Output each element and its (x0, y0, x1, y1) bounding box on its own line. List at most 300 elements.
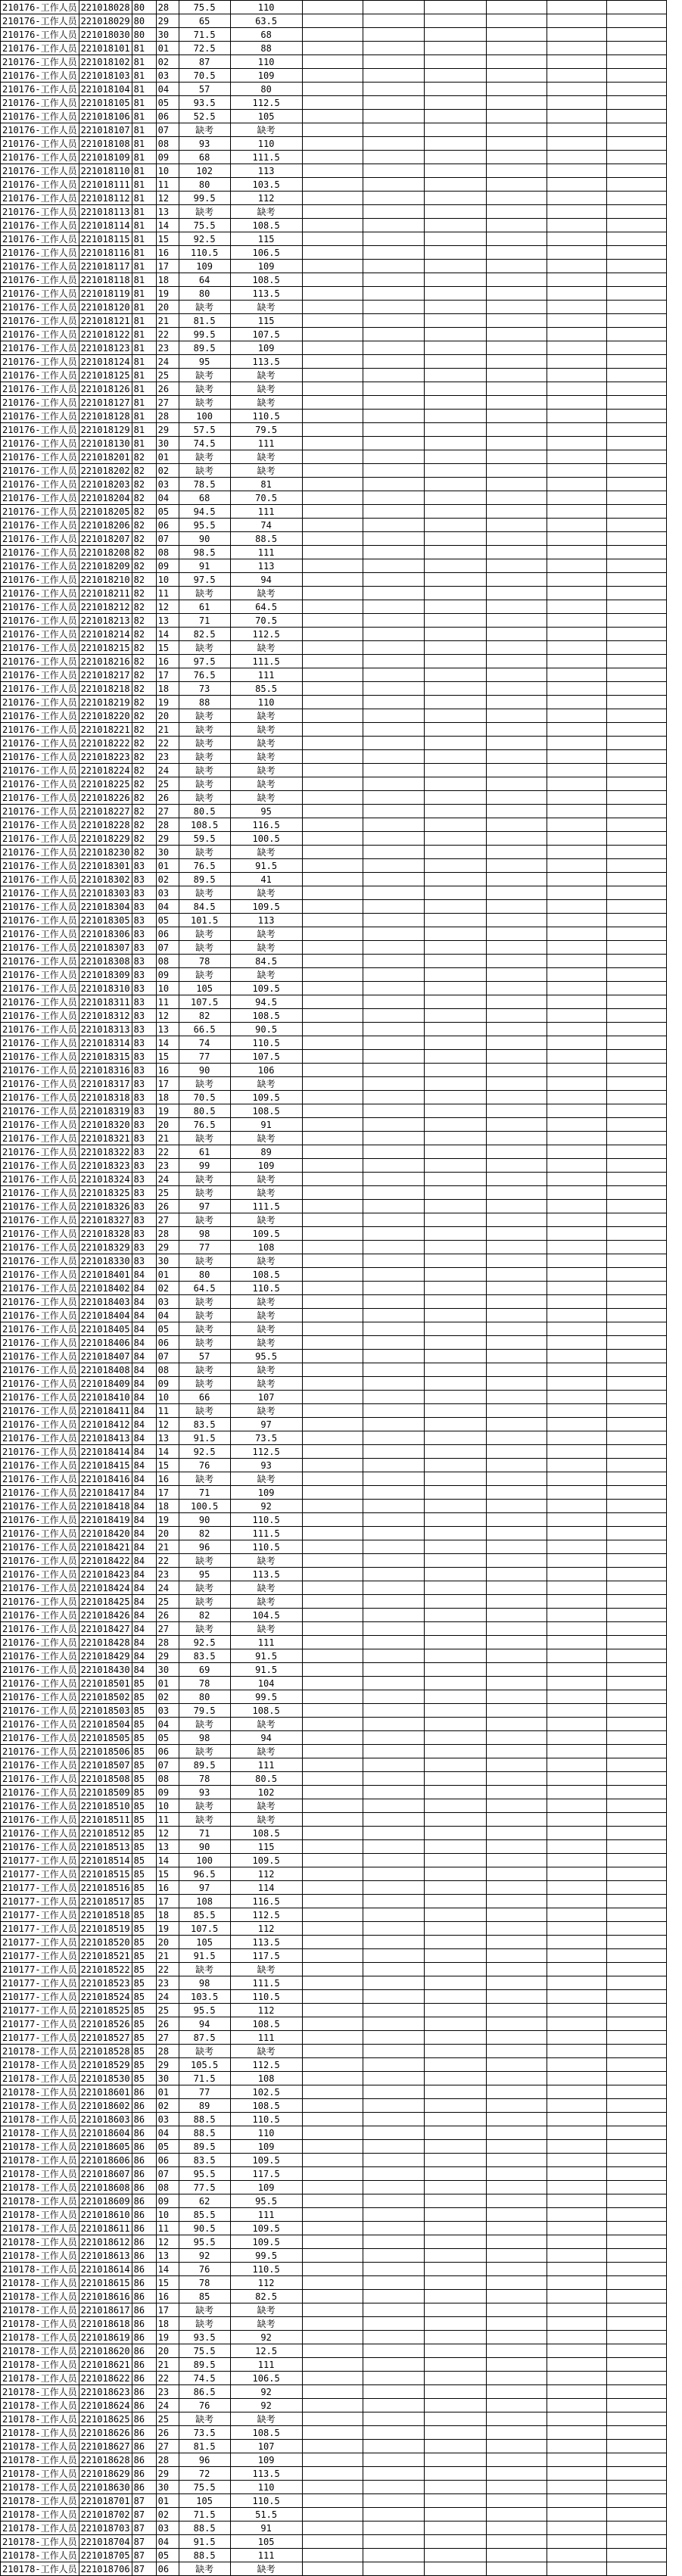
exam-id-cell: 221018211 (79, 587, 132, 600)
empty-cell (302, 328, 363, 341)
empty-cell (547, 709, 606, 723)
score-2-cell: 缺考 (230, 1813, 302, 1827)
empty-cell (363, 1336, 424, 1350)
table-row (1, 246, 667, 260)
seat-cell: 26 (156, 2426, 179, 2440)
empty-cell (606, 1241, 666, 1254)
exam-id-cell: 221018106 (79, 110, 132, 123)
unit-cell: 210178-工作人员 (1, 2440, 79, 2453)
empty-cell (424, 1745, 486, 1758)
empty-cell (363, 14, 424, 28)
empty-cell (302, 232, 363, 246)
score-2-cell: 110 (230, 137, 302, 151)
seat-cell: 01 (156, 859, 179, 873)
room-cell: 83 (132, 900, 156, 914)
empty-cell (547, 1881, 606, 1895)
empty-cell (424, 2521, 486, 2535)
empty-cell (547, 2004, 606, 2017)
unit-cell: 210176-工作人员 (1, 1595, 79, 1609)
table-row (1, 1322, 667, 1336)
table-row (1, 287, 667, 301)
score-2-cell: 108 (230, 2072, 302, 2085)
empty-cell (486, 1418, 547, 1431)
exam-id-cell: 221018124 (79, 355, 132, 369)
empty-cell (486, 491, 547, 505)
table-row (1, 2549, 667, 2562)
table-row (1, 886, 667, 900)
empty-cell (424, 1936, 486, 1949)
exam-id-cell: 221018115 (79, 232, 132, 246)
room-cell: 83 (132, 1213, 156, 1227)
seat-cell: 25 (156, 2412, 179, 2426)
empty-cell (486, 682, 547, 696)
empty-cell (424, 1118, 486, 1132)
empty-cell (486, 2004, 547, 2017)
score-1-cell: 缺考 (179, 1309, 230, 1322)
empty-cell (302, 2235, 363, 2249)
exam-id-cell: 221018613 (79, 2249, 132, 2263)
empty-cell (302, 1881, 363, 1895)
table-row (1, 1990, 667, 2004)
table-row (1, 314, 667, 328)
empty-cell (606, 1718, 666, 1731)
score-1-cell: 80.5 (179, 805, 230, 818)
empty-cell (547, 28, 606, 42)
empty-cell (424, 941, 486, 955)
unit-cell: 210178-工作人员 (1, 2494, 79, 2508)
empty-cell (424, 1649, 486, 1663)
score-2-cell: 70.5 (230, 491, 302, 505)
room-cell: 85 (132, 1799, 156, 1813)
empty-cell (363, 1186, 424, 1200)
empty-cell (606, 1677, 666, 1690)
room-cell: 85 (132, 1786, 156, 1799)
empty-cell (424, 1718, 486, 1731)
room-cell: 82 (132, 805, 156, 818)
seat-cell: 17 (156, 1895, 179, 1908)
room-cell: 82 (132, 777, 156, 791)
empty-cell (302, 2099, 363, 2113)
empty-cell (302, 410, 363, 423)
unit-cell: 210177-工作人员 (1, 1936, 79, 1949)
empty-cell (424, 777, 486, 791)
score-1-cell: 89.5 (179, 2358, 230, 2372)
seat-cell: 01 (156, 1677, 179, 1690)
score-2-cell: 92 (230, 1500, 302, 1513)
table-row (1, 355, 667, 369)
seat-cell: 25 (156, 1186, 179, 1200)
empty-cell (486, 2058, 547, 2072)
empty-cell (547, 1472, 606, 1486)
empty-cell (302, 1322, 363, 1336)
table-row (1, 2426, 667, 2440)
score-1-cell: 102 (179, 164, 230, 178)
exam-id-cell: 221018421 (79, 1540, 132, 1554)
empty-cell (486, 1350, 547, 1363)
table-row (1, 164, 667, 178)
unit-cell: 210178-工作人员 (1, 2194, 79, 2208)
room-cell: 80 (132, 1, 156, 14)
table-row (1, 1241, 667, 1254)
empty-cell (547, 1077, 606, 1091)
score-1-cell: 71.5 (179, 2508, 230, 2521)
empty-cell (424, 1227, 486, 1241)
table-row (1, 1282, 667, 1295)
seat-cell: 30 (156, 28, 179, 42)
exam-id-cell: 221018409 (79, 1377, 132, 1391)
table-row (1, 1, 667, 14)
empty-cell (486, 1622, 547, 1636)
empty-cell (363, 478, 424, 491)
unit-cell: 210178-工作人员 (1, 2481, 79, 2494)
exam-id-cell: 221018509 (79, 1786, 132, 1799)
unit-cell: 210178-工作人员 (1, 2467, 79, 2481)
seat-cell: 17 (156, 1077, 179, 1091)
room-cell: 81 (132, 55, 156, 69)
room-cell: 84 (132, 1554, 156, 1568)
empty-cell (302, 832, 363, 846)
unit-cell: 210176-工作人员 (1, 110, 79, 123)
empty-cell (363, 1009, 424, 1023)
empty-cell (547, 1282, 606, 1295)
empty-cell (424, 178, 486, 192)
table-row (1, 1949, 667, 1963)
empty-cell (363, 382, 424, 396)
empty-cell (424, 1704, 486, 1718)
empty-cell (302, 1036, 363, 1050)
score-1-cell: 缺考 (179, 123, 230, 137)
room-cell: 81 (132, 246, 156, 260)
empty-cell (424, 2181, 486, 2194)
seat-cell: 05 (156, 914, 179, 927)
empty-cell (606, 818, 666, 832)
unit-cell: 210176-工作人员 (1, 668, 79, 682)
empty-cell (363, 2085, 424, 2099)
seat-cell: 06 (156, 519, 179, 532)
score-1-cell: 缺考 (179, 2317, 230, 2331)
unit-cell: 210176-工作人员 (1, 1704, 79, 1718)
empty-cell (547, 1786, 606, 1799)
empty-cell (547, 1132, 606, 1145)
empty-cell (606, 1622, 666, 1636)
score-2-cell: 缺考 (230, 1322, 302, 1336)
exam-id-cell: 221018428 (79, 1636, 132, 1649)
room-cell: 81 (132, 437, 156, 450)
empty-cell (424, 1690, 486, 1704)
seat-cell: 27 (156, 396, 179, 410)
empty-cell (606, 886, 666, 900)
exam-id-cell: 221018224 (79, 764, 132, 777)
empty-cell (424, 164, 486, 178)
table-row (1, 260, 667, 273)
empty-cell (302, 682, 363, 696)
seat-cell: 22 (156, 1145, 179, 1159)
empty-cell (424, 2140, 486, 2154)
empty-cell (547, 2222, 606, 2235)
seat-cell: 18 (156, 1908, 179, 1922)
unit-cell: 210178-工作人员 (1, 2126, 79, 2140)
empty-cell (424, 1472, 486, 1486)
unit-cell: 210176-工作人员 (1, 1145, 79, 1159)
exam-id-cell: 221018622 (79, 2372, 132, 2385)
unit-cell: 210176-工作人员 (1, 464, 79, 478)
exam-id-cell: 221018502 (79, 1690, 132, 1704)
room-cell: 85 (132, 1922, 156, 1936)
empty-cell (424, 1486, 486, 1500)
empty-cell (302, 1309, 363, 1322)
empty-cell (486, 1091, 547, 1104)
empty-cell (547, 559, 606, 573)
empty-cell (547, 668, 606, 682)
unit-cell: 210176-工作人员 (1, 914, 79, 927)
exam-id-cell: 221018515 (79, 1867, 132, 1881)
empty-cell (486, 1322, 547, 1336)
score-1-cell: 76 (179, 1459, 230, 1472)
score-1-cell: 缺考 (179, 2412, 230, 2426)
room-cell: 83 (132, 1050, 156, 1064)
empty-cell (547, 2154, 606, 2167)
unit-cell: 210177-工作人员 (1, 1963, 79, 1976)
score-1-cell: 95.5 (179, 519, 230, 532)
seat-cell: 13 (156, 1431, 179, 1445)
empty-cell (302, 505, 363, 519)
table-row (1, 1922, 667, 1936)
empty-cell (424, 1813, 486, 1827)
empty-cell (547, 655, 606, 668)
score-1-cell: 78 (179, 955, 230, 968)
score-1-cell: 76.5 (179, 1118, 230, 1132)
empty-cell (547, 178, 606, 192)
table-row (1, 2072, 667, 2085)
empty-cell (547, 1227, 606, 1241)
empty-cell (363, 1581, 424, 1595)
seat-cell: 18 (156, 2317, 179, 2331)
seat-cell: 20 (156, 1527, 179, 1540)
score-1-cell: 92.5 (179, 232, 230, 246)
empty-cell (424, 1159, 486, 1173)
exam-id-cell: 221018207 (79, 532, 132, 546)
empty-cell (486, 2372, 547, 2385)
table-row (1, 546, 667, 559)
room-cell: 85 (132, 1908, 156, 1922)
room-cell: 83 (132, 1104, 156, 1118)
score-2-cell: 113 (230, 914, 302, 927)
exam-id-cell: 221018618 (79, 2317, 132, 2331)
empty-cell (302, 2154, 363, 2167)
empty-cell (424, 423, 486, 437)
empty-cell (302, 1663, 363, 1677)
seat-cell: 10 (156, 982, 179, 995)
seat-cell: 03 (156, 2521, 179, 2535)
exam-id-cell: 221018522 (79, 1963, 132, 1976)
score-1-cell: 87.5 (179, 2031, 230, 2045)
empty-cell (486, 1213, 547, 1227)
empty-cell (486, 764, 547, 777)
exam-id-cell: 221018129 (79, 423, 132, 437)
room-cell: 86 (132, 2399, 156, 2412)
empty-cell (424, 2072, 486, 2085)
empty-cell (547, 955, 606, 968)
empty-cell (547, 1840, 606, 1854)
score-2-cell: 74 (230, 519, 302, 532)
empty-cell (486, 341, 547, 355)
empty-cell (486, 1445, 547, 1459)
empty-cell (486, 2508, 547, 2521)
seat-cell: 25 (156, 777, 179, 791)
score-1-cell: 89.5 (179, 1758, 230, 1772)
empty-cell (424, 1840, 486, 1854)
table-row (1, 1213, 667, 1227)
empty-cell (302, 1268, 363, 1282)
score-1-cell: 105.5 (179, 2058, 230, 2072)
empty-cell (547, 1976, 606, 1990)
score-2-cell: 82.5 (230, 2290, 302, 2303)
unit-cell: 210178-工作人员 (1, 2303, 79, 2317)
empty-cell (547, 1745, 606, 1758)
exam-id-cell: 221018529 (79, 2058, 132, 2072)
empty-cell (547, 1050, 606, 1064)
empty-cell (486, 1, 547, 14)
empty-cell (302, 1936, 363, 1949)
empty-cell (363, 1459, 424, 1472)
unit-cell: 210176-工作人员 (1, 1159, 79, 1173)
empty-cell (547, 1813, 606, 1827)
room-cell: 85 (132, 2045, 156, 2058)
unit-cell: 210176-工作人员 (1, 982, 79, 995)
score-1-cell: 缺考 (179, 1132, 230, 1145)
exam-id-cell: 221018630 (79, 2481, 132, 2494)
unit-cell: 210176-工作人员 (1, 1118, 79, 1132)
empty-cell (547, 628, 606, 641)
room-cell: 80 (132, 28, 156, 42)
empty-cell (302, 886, 363, 900)
empty-cell (606, 478, 666, 491)
unit-cell: 210176-工作人员 (1, 859, 79, 873)
room-cell: 82 (132, 464, 156, 478)
empty-cell (606, 2058, 666, 2072)
unit-cell: 210176-工作人员 (1, 1663, 79, 1677)
unit-cell: 210178-工作人员 (1, 2290, 79, 2303)
empty-cell (302, 69, 363, 83)
room-cell: 86 (132, 2331, 156, 2344)
unit-cell: 210176-工作人员 (1, 1404, 79, 1418)
empty-cell (302, 2467, 363, 2481)
score-2-cell: 107 (230, 2440, 302, 2453)
score-2-cell: 缺考 (230, 709, 302, 723)
score-1-cell: 57.5 (179, 423, 230, 437)
score-1-cell: 缺考 (179, 1963, 230, 1976)
empty-cell (486, 696, 547, 709)
empty-cell (424, 1895, 486, 1908)
empty-cell (363, 737, 424, 750)
empty-cell (547, 1377, 606, 1391)
empty-cell (606, 1786, 666, 1799)
unit-cell: 210178-工作人员 (1, 2276, 79, 2290)
score-1-cell: 72.5 (179, 42, 230, 55)
empty-cell (547, 450, 606, 464)
seat-cell: 23 (156, 341, 179, 355)
empty-cell (486, 2167, 547, 2181)
score-1-cell: 64.5 (179, 1282, 230, 1295)
empty-cell (302, 914, 363, 927)
seat-cell: 12 (156, 192, 179, 205)
exam-id-cell: 221018418 (79, 1500, 132, 1513)
unit-cell: 210176-工作人员 (1, 628, 79, 641)
empty-cell (486, 55, 547, 69)
score-1-cell: 91.5 (179, 1949, 230, 1963)
score-1-cell: 100.5 (179, 1500, 230, 1513)
score-1-cell: 82.5 (179, 628, 230, 641)
empty-cell (424, 668, 486, 682)
score-1-cell: 91 (179, 559, 230, 573)
empty-cell (363, 1568, 424, 1581)
empty-cell (547, 1799, 606, 1813)
exam-id-cell: 221018127 (79, 396, 132, 410)
table-row (1, 1786, 667, 1799)
score-2-cell: 111.5 (230, 151, 302, 164)
table-row (1, 2004, 667, 2017)
empty-cell (486, 614, 547, 628)
empty-cell (606, 900, 666, 914)
empty-cell (486, 1922, 547, 1936)
score-1-cell: 73.5 (179, 2426, 230, 2440)
empty-cell (302, 805, 363, 818)
empty-cell (302, 2045, 363, 2058)
seat-cell: 06 (156, 927, 179, 941)
empty-cell (486, 1227, 547, 1241)
empty-cell (547, 737, 606, 750)
table-row (1, 668, 667, 682)
empty-cell (363, 2249, 424, 2263)
score-1-cell: 95.5 (179, 2235, 230, 2249)
table-row (1, 995, 667, 1009)
empty-cell (606, 287, 666, 301)
empty-cell (547, 2508, 606, 2521)
empty-cell (424, 2208, 486, 2222)
empty-cell (486, 2154, 547, 2167)
score-1-cell: 74.5 (179, 2372, 230, 2385)
score-2-cell: 缺考 (230, 723, 302, 737)
unit-cell: 210178-工作人员 (1, 2426, 79, 2440)
empty-cell (606, 2004, 666, 2017)
empty-cell (606, 1418, 666, 1431)
empty-cell (363, 1867, 424, 1881)
score-1-cell: 68 (179, 491, 230, 505)
table-row (1, 1895, 667, 1908)
table-row (1, 900, 667, 914)
empty-cell (363, 2208, 424, 2222)
room-cell: 81 (132, 396, 156, 410)
empty-cell (606, 314, 666, 328)
room-cell: 82 (132, 723, 156, 737)
empty-cell (606, 641, 666, 655)
table-row (1, 1418, 667, 1431)
empty-cell (424, 1, 486, 14)
empty-cell (486, 737, 547, 750)
room-cell: 86 (132, 2181, 156, 2194)
room-cell: 86 (132, 2467, 156, 2481)
empty-cell (606, 764, 666, 777)
empty-cell (486, 2549, 547, 2562)
exam-id-cell: 221018319 (79, 1104, 132, 1118)
unit-cell: 210176-工作人员 (1, 1609, 79, 1622)
empty-cell (547, 1704, 606, 1718)
empty-cell (302, 1554, 363, 1568)
empty-cell (486, 1540, 547, 1554)
empty-cell (363, 982, 424, 995)
empty-cell (547, 1609, 606, 1622)
score-1-cell: 98 (179, 1227, 230, 1241)
